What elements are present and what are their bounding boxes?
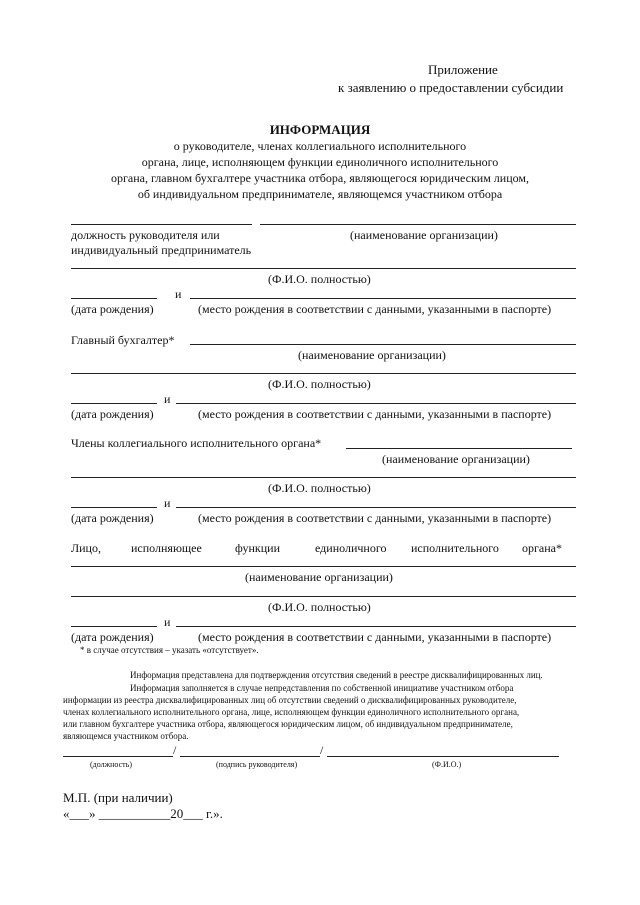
accountant-birthdate-field[interactable] <box>71 403 157 404</box>
sole-exec-org-label: (наименование организации) <box>245 570 393 584</box>
title-line-2: органа, лице, исполняющем функции единоличного исполнительного <box>141 155 499 169</box>
head-position-field[interactable] <box>71 224 252 225</box>
head-fio-field[interactable] <box>71 268 576 269</box>
note-paragraph-2-line-4: или главном бухгалтере участника отбора, являющегося юридическим лицом, об индивидуальном предпринимателе, <box>63 719 513 729</box>
page-title: ИНФОРМАЦИЯ <box>269 122 371 137</box>
signature-separator-2: / <box>320 743 324 757</box>
board-fio-label: (Ф.И.О. полностью) <box>268 481 371 495</box>
signature-sign-label: (подпись руководителя) <box>216 760 298 769</box>
sole-exec-org-field[interactable] <box>71 566 576 567</box>
sole-exec-birthplace-field[interactable] <box>176 626 576 627</box>
sole-exec-word-3: функции <box>235 541 280 555</box>
head-fio-label: (Ф.И.О. полностью) <box>268 272 371 286</box>
birthplace-label: (место рождения в соответствии с данными, указанными в паспорте) <box>198 511 552 525</box>
sole-exec-fio-field[interactable] <box>71 596 576 597</box>
signature-sign-field[interactable] <box>180 756 320 757</box>
birthplace-label: (место рождения в соответствии с данными, указанными в паспорте) <box>198 407 552 421</box>
birthdate-label: (дата рождения) <box>71 511 154 525</box>
birthdate-label: (дата рождения) <box>71 302 154 316</box>
signature-separator-1: / <box>173 743 177 757</box>
sole-exec-fio-label: (Ф.И.О. полностью) <box>268 600 371 614</box>
board-org-label: (наименование организации) <box>382 452 530 466</box>
sole-exec-word-1: Лицо, <box>71 541 101 555</box>
stamp-label: М.П. (при наличии) <box>63 790 173 805</box>
head-birthdate-field[interactable] <box>71 298 157 299</box>
head-org-field[interactable] <box>260 224 576 225</box>
head-org-label: (наименование организации) <box>350 228 498 242</box>
birthplace-label: (место рождения в соответствии с данными, указанными в паспорте) <box>198 302 552 316</box>
sole-exec-word-6: органа* <box>522 541 562 555</box>
signature-fio-label: (Ф.И.О.) <box>432 760 462 769</box>
head-position-label-1: должность руководителя или <box>71 228 220 242</box>
and-label: и <box>175 287 182 301</box>
signature-position-field[interactable] <box>63 756 173 757</box>
title-line-1: о руководителе, членах коллегиального исполнительного <box>173 139 467 153</box>
and-label: и <box>164 615 171 629</box>
board-fio-field[interactable] <box>71 477 576 478</box>
board-birthdate-field[interactable] <box>71 507 157 508</box>
chief-accountant-label: Главный бухгалтер* <box>71 333 175 347</box>
title-line-3: органа, главном бухгалтере участника отбора, являющегося юридическим лицом, <box>110 171 529 185</box>
board-birthplace-field[interactable] <box>176 507 576 508</box>
head-birthplace-field[interactable] <box>190 298 576 299</box>
board-members-label: Члены коллегиального исполнительного органа* <box>71 436 322 450</box>
sole-exec-word-5: исполнительного <box>411 541 499 555</box>
accountant-birthplace-field[interactable] <box>176 403 576 404</box>
note-paragraph-2-line-1: Информация заполняется в случае непредставления по собственной инициативе участником отбора <box>130 683 514 693</box>
signature-position-label: (должность) <box>90 760 132 769</box>
sole-exec-word-4: единоличного <box>315 541 387 555</box>
appendix-subtitle: к заявлению о предоставлении субсидии <box>338 80 564 95</box>
board-org-field[interactable] <box>346 448 572 449</box>
title-line-4: об индивидуальном предпринимателе, являющемся участником отбора <box>137 187 503 201</box>
accountant-fio-field[interactable] <box>71 373 576 374</box>
head-position-label-2: индивидуальный предприниматель <box>71 243 252 257</box>
accountant-org-label: (наименование организации) <box>298 348 446 362</box>
accountant-org-field[interactable] <box>190 344 576 345</box>
note-paragraph-2-line-5: являющемся участником отбора. <box>63 731 189 741</box>
birthplace-label: (место рождения в соответствии с данными, указанными в паспорте) <box>198 630 552 644</box>
date-field[interactable]: «___» ___________20___ г.». <box>63 806 223 821</box>
signature-fio-field[interactable] <box>327 756 559 757</box>
and-label: и <box>164 496 171 510</box>
note-paragraph-2-line-2: информации из реестра дисквалифицированных лиц об отсутствии сведений о дисквалифицированных руководителе, <box>63 695 517 705</box>
appendix-label: Приложение <box>428 62 498 77</box>
birthdate-label: (дата рождения) <box>71 630 154 644</box>
footnote: * в случае отсутствия – указать «отсутствует». <box>80 645 259 655</box>
sole-exec-word-2: исполняющее <box>131 541 202 555</box>
accountant-fio-label: (Ф.И.О. полностью) <box>268 377 371 391</box>
note-paragraph-1: Информация представлена для подтверждения отсутствия сведений в реестре дисквалифицированных лиц. <box>130 670 543 680</box>
note-paragraph-2-line-3: членах коллегиального исполнительного органа, лице, исполняющем функции единоличного исполнительного органа, <box>63 707 520 717</box>
and-label: и <box>164 392 171 406</box>
sole-exec-birthdate-field[interactable] <box>71 626 157 627</box>
birthdate-label: (дата рождения) <box>71 407 154 421</box>
